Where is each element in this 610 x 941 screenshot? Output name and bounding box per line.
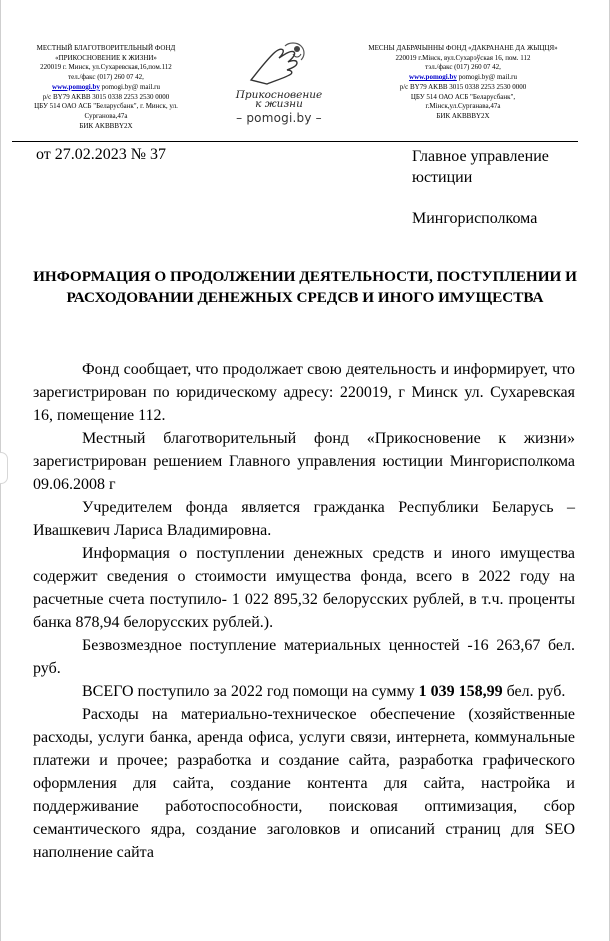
body-paragraph: Расходы на материально-техническое обеспечение (хозяйственные расходы, услуги банка, аренда офиса, услуги связи, интернета, коммунальные платежи и прочее; разработка и создание сайта, разработка графического оформления для сайта, создание контента для сайта, настройка и поддерживание работоспособности, поисковая оптимизация, сбор семантического ядра, создание заголовков и описаний страниц для SEO наполнение сайта: [33, 706, 575, 861]
requisite-line: тел./факс (017) 260 07 42,: [68, 73, 144, 82]
requisite-line: МЕСНЫ ДАБРАЧЫННЫ ФОНД «ДАКРАНАНЕ ДА ЖЫЦЦЯ»: [368, 44, 558, 52]
document-title: ИНФОРМАЦИЯ О ПРОДОЛЖЕНИИ ДЕЯТЕЛЬНОСТИ, ПОСТУПЛЕНИИ И РАСХОДОВАНИИ ДЕНЕЖНЫХ СРЕДСВ И ИНОГО ИМУЩЕСТВА: [33, 268, 577, 306]
requisite-line: БИК AKBBBY2X: [436, 111, 490, 120]
body-paragraph: Безвозмездное поступление материальных ценностей -16 263,67 бел. руб.: [33, 637, 575, 677]
scroll-handle[interactable]: [0, 452, 8, 484]
letterhead-left-requisites: [8, 44, 204, 131]
header-divider: [12, 141, 578, 142]
total-suffix: бел. руб.: [502, 683, 566, 700]
requisite-line: МЕСТНЫЙ БЛАГОТВОРИТЕЛЬНЫЙ ФОНД: [36, 44, 176, 52]
body-paragraph: Местный благотворительный фонд «Прикосновение к жизни» зарегистрирован решением Главного управления юстиции Мингорисполкома 09.06.2008 г: [33, 430, 575, 493]
contact-line: [8, 83, 204, 93]
requisite-line: г.Мінск,ул.Сурганава,47а: [425, 102, 501, 111]
body-paragraph: Учредителем фонда является гражданка Республики Беларусь – Ивашкевич Лариса Владимировна.: [33, 499, 575, 539]
total-amount: 1 039 158,99: [418, 683, 503, 700]
logo-site: – pomogi.by –: [236, 111, 322, 125]
requisite-line: р/с BY79 AKBB 3015 0338 2253 2530 0000: [42, 92, 170, 101]
requisite-line: «ПРИКОСНОВЕНИЕ К ЖИЗНИ»: [55, 53, 157, 62]
body-paragraph: Информация о поступлении денежных средств и иного имущества содержит сведения о стоимости имущества фонда, всего в 2022 году на расчетные счета поступило- 1 022 895,32 белорусских рублей, в т.ч. проценты банка 878,94 белорусских рублей.).: [33, 545, 575, 631]
requisite-line: ЦБУ 514 ОАО АСБ "Беларусбанк",: [410, 92, 516, 101]
letter-date-number: от 27.02.2023 № 37: [36, 146, 167, 163]
requisite-line: р/с BY79 AKBB 3015 0338 2253 2530 0000: [399, 82, 527, 91]
addressee-line: Главное управление: [412, 148, 549, 165]
email-text: pomogi.by@ mail.ru: [456, 73, 517, 82]
foundation-logo: [224, 40, 334, 134]
requisite-line: 220019 г.Мінск, вул.Сухарэўская 16, пом. 112: [395, 53, 531, 62]
total-paragraph: [33, 680, 575, 703]
addressee-block: [412, 146, 592, 229]
addressee-line: Мингорисполкома: [412, 210, 538, 227]
hands-icon: [247, 40, 311, 92]
letterhead: [0, 0, 610, 140]
requisite-line: Сурганова,47а: [84, 111, 128, 120]
email-text: pomogi.by@ mail.ru: [99, 82, 160, 91]
addressee-line: юстиции: [412, 169, 473, 186]
requisite-line: тэл./факс (017) 260 07 42,: [425, 63, 501, 72]
body-paragraph: Фонд сообщает, что продолжает свою деятельность и информирует, что зарегистрирован по юридическому адресу: 220019, г Минск ул. Сухаревская 16, помещение 112.: [33, 361, 575, 424]
logo-name-line-2: к жизни: [255, 98, 303, 110]
letterhead-right-requisites: [356, 44, 570, 122]
contact-line: [356, 73, 570, 83]
website-link[interactable]: www.pomogi.by: [409, 73, 457, 82]
requisite-line: 220019 г. Минск, ул.Сухаревская,16,пом.112: [40, 63, 172, 72]
requisite-line: БИК AKBBBY2X: [79, 121, 133, 130]
document-body: [33, 358, 575, 864]
total-prefix: ВСЕГО поступило за 2022 год помощи на сумму: [82, 683, 419, 700]
logo-name-line-1: Прикосновение: [235, 89, 323, 101]
website-link[interactable]: www.pomogi.by: [52, 82, 100, 91]
requisite-line: ЦБУ 514 ОАО АСБ "Беларусбанк", г. Минск, ул.: [34, 102, 178, 111]
addressee-spacer: [412, 188, 592, 208]
